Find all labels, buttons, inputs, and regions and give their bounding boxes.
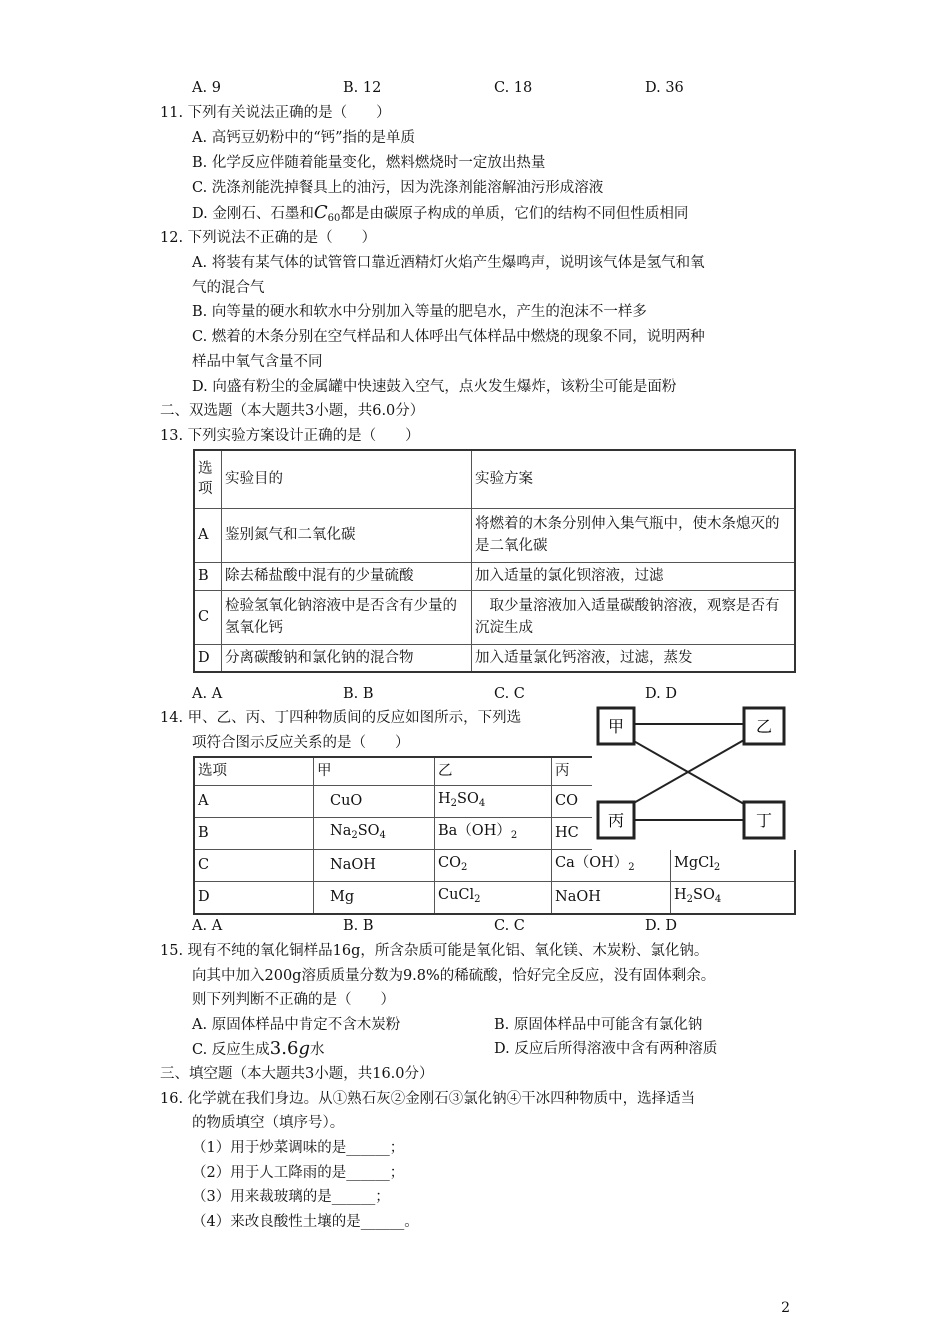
- q10-option-a: A. 9: [192, 80, 221, 96]
- q10-option-d: D. 36: [645, 80, 684, 96]
- q11-option-b: B. 化学反应伴随着能量变化，燃料燃烧时一定放出热量: [192, 155, 546, 171]
- table-row: [194, 590, 795, 644]
- q10-option-c: C. 18: [494, 80, 533, 96]
- table-row: [194, 562, 795, 590]
- q13-table: [193, 449, 796, 673]
- q12-option-c-line2: 样品中氧气含量不同: [192, 354, 323, 370]
- q16-item-4: （4）来改良酸性土壤的是______。: [192, 1214, 419, 1230]
- table-cell: C: [194, 849, 314, 881]
- q15-option-c: [192, 1039, 324, 1060]
- q16-item-2: （2）用于人工降雨的是______；: [192, 1165, 405, 1181]
- q15-c-value: 3.6: [269, 1038, 299, 1059]
- page-number: 2: [781, 1300, 790, 1316]
- table-cell: 将燃着的木条分别伸入集气瓶中，使木条熄灭的是二氧化碳: [472, 508, 796, 562]
- table-cell: $Ba(OH)_2$: [435, 817, 552, 849]
- q13-option-b: B. B: [343, 686, 374, 702]
- table-cell: CuCl$_2$: [435, 881, 552, 914]
- table-cell: $H_2SO_4$: [671, 881, 796, 914]
- table-cell: CuO: [314, 785, 435, 817]
- table-cell: $Na_2SO_4$: [314, 817, 435, 849]
- table-cell: NaOH: [314, 849, 435, 881]
- q11-option-a: A. 高钙豆奶粉中的“钙”指的是单质: [192, 130, 416, 146]
- node-jia: 甲: [607, 717, 625, 736]
- q16-stem-line1: 16. 化学就在我们身边。从①熟石灰②金刚石③氯化钠④干冰四种物质中，选择适当: [160, 1091, 696, 1107]
- q12-option-c-line1: C. 燃着的木条分别在空气样品和人体呼出气体样品中燃烧的现象不同，说明两种: [192, 329, 705, 345]
- q15-option-d: D. 反应后所得溶液中含有两种溶质: [494, 1041, 718, 1057]
- q13-option-a: A. A: [192, 686, 223, 702]
- q16-stem-line2: 的物质填空（填序号）。: [192, 1115, 345, 1131]
- table-cell: 取少量溶液加入适量碳酸钠溶液，观察是否有沉淀生成: [472, 590, 796, 644]
- table-cell: C: [194, 590, 222, 644]
- q10-option-b: B. 12: [343, 80, 382, 96]
- table-cell: A: [194, 785, 314, 817]
- q11-option-c: C. 洗涤剂能洗掉餐具上的油污，因为洗涤剂能溶解油污形成溶液: [192, 180, 604, 196]
- header-cell: 选项: [194, 450, 222, 508]
- header-cell: 选项: [194, 757, 314, 785]
- table-cell: 鉴别氮气和二氧化碳: [222, 508, 472, 562]
- table-cell: NaOH: [552, 881, 671, 914]
- table-cell: B: [194, 817, 314, 849]
- node-yi: 乙: [755, 717, 773, 736]
- q15-stem-line1: 15. 现有不纯的氧化铜样品16g，所含杂质可能是氧化铝、氧化镁、木炭粉、氯化钠。: [160, 943, 709, 959]
- table-cell: $CO_2$: [435, 849, 552, 881]
- q14-reaction-diagram: [592, 702, 796, 850]
- table-cell: $Ca(OH)_2$: [552, 849, 671, 881]
- q15-option-b: B. 原固体样品中可能含有氯化钠: [494, 1017, 703, 1033]
- q14-option-d: D. D: [645, 918, 677, 934]
- q14-option-c: C. C: [494, 918, 525, 934]
- table-cell: $H_2SO_4$: [435, 785, 552, 817]
- table-cell: 除去稀盐酸中混有的少量硫酸: [222, 562, 472, 590]
- q12-option-a-line2: 气的混合气: [192, 280, 265, 296]
- q16-item-1: （1）用于炒菜调味的是______；: [192, 1140, 405, 1156]
- table-header-row: [194, 450, 795, 508]
- header-cell: 实验目的: [222, 450, 472, 508]
- q15-c-prefix: C. 反应生成: [192, 1042, 270, 1058]
- q11-option-d: [192, 203, 688, 229]
- header-cell: 乙: [435, 757, 552, 785]
- table-cell: CO: [552, 785, 671, 817]
- q12-option-d: D. 向盛有粉尘的金属罐中快速鼓入空气，点火发生爆炸，该粉尘可能是面粉: [192, 379, 677, 395]
- section-2-heading: 二、双选题（本大题共3小题，共6.0分）: [160, 403, 425, 419]
- header-cell: 实验方案: [472, 450, 796, 508]
- table-cell: 检验氢氧化钠溶液中是否含有少量的氢氧化钙: [222, 590, 472, 644]
- table-row: [194, 881, 795, 914]
- q15-option-a: A. 原固体样品中肯定不含木炭粉: [192, 1017, 401, 1033]
- q11-d-suffix: 都是由碳原子构成的单质，它们的结构不同但性质相同: [340, 206, 689, 222]
- table-cell: 分离碳酸钠和氯化钠的混合物: [222, 644, 472, 672]
- table-cell: 加入适量氯化钙溶液，过滤，蒸发: [472, 644, 796, 672]
- q11-d-formula: C: [313, 202, 328, 223]
- q14-stem-line1: 14. 甲、乙、丙、丁四种物质间的反应如图所示，下列选: [160, 710, 522, 726]
- table-cell: D: [194, 881, 314, 914]
- node-bing: 丙: [607, 811, 625, 830]
- q11-d-prefix: D. 金刚石、石墨和: [192, 206, 314, 222]
- table-cell: 加入适量的氯化钡溶液，过滤: [472, 562, 796, 590]
- table-cell: A: [194, 508, 222, 562]
- q14-option-a: A. A: [192, 918, 223, 934]
- table-row: [194, 644, 795, 672]
- header-cell: 丙: [552, 757, 671, 785]
- table-row: [194, 849, 795, 881]
- table-cell: MgCl$_2$: [671, 849, 796, 881]
- table-cell: D: [194, 644, 222, 672]
- table-row: [194, 508, 795, 562]
- q12-stem: 12. 下列说法不正确的是（ ）: [160, 230, 377, 246]
- q14-stem-line2: 项符合图示反应关系的是（ ）: [192, 735, 410, 751]
- q12-option-b: B. 向等量的硬水和软水中分别加入等量的肥皂水，产生的泡沫不一样多: [192, 304, 647, 320]
- q15-c-suffix: 水: [309, 1042, 325, 1058]
- header-cell: 甲: [314, 757, 435, 785]
- q16-item-3: （3）用来裁玻璃的是______；: [192, 1189, 390, 1205]
- q15-c-unit: g: [298, 1038, 310, 1059]
- table-cell: HC: [552, 817, 671, 849]
- section-3-heading: 三、填空题（本大题共3小题，共16.0分）: [160, 1066, 434, 1082]
- q13-option-d: D. D: [645, 686, 677, 702]
- q13-option-c: C. C: [494, 686, 525, 702]
- q11-stem: 11. 下列有关说法正确的是（ ）: [160, 105, 391, 121]
- q12-option-a-line1: A. 将装有某气体的试管管口靠近酒精灯火焰产生爆鸣声，说明该气体是氢气和氧: [192, 255, 705, 271]
- q15-stem-line3: 则下列判断不正确的是（ ）: [192, 992, 395, 1008]
- q13-stem: 13. 下列实验方案设计正确的是（ ）: [160, 428, 420, 444]
- q11-d-sub: 60: [327, 213, 341, 224]
- table-cell: Mg: [314, 881, 435, 914]
- table-cell: B: [194, 562, 222, 590]
- node-ding: 丁: [755, 811, 773, 830]
- q15-stem-line2: 向其中加入200g溶质质量分数为9.8%的稀硫酸，恰好完全反应，没有固体剩余。: [192, 968, 716, 984]
- q14-option-b: B. B: [343, 918, 374, 934]
